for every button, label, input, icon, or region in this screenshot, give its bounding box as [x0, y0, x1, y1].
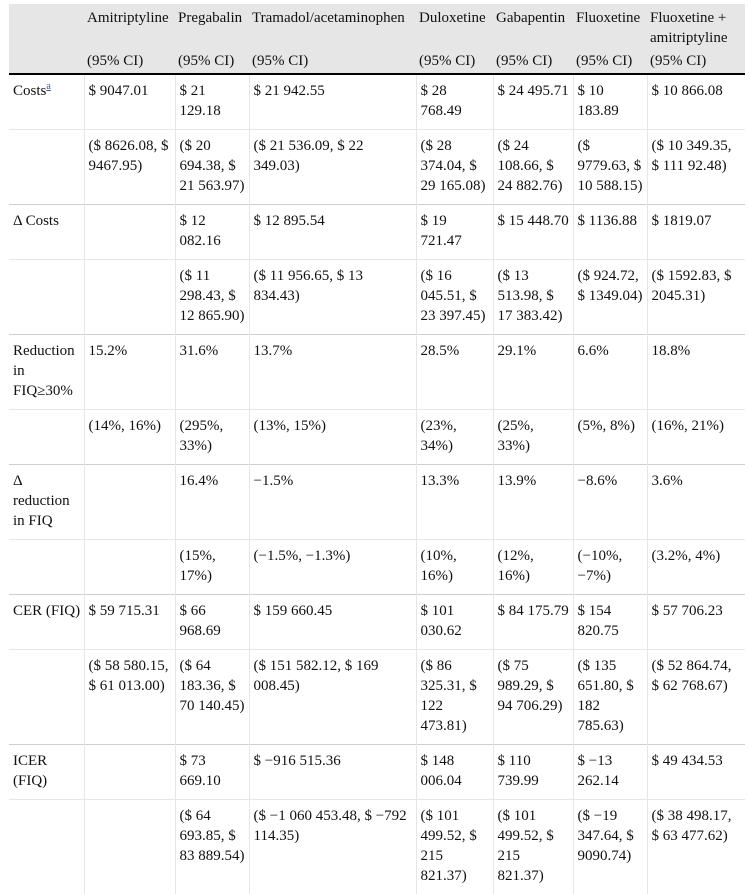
- cell-gabapentin: $ 15 448.70: [493, 205, 573, 260]
- cell-fluoxetine: 6.6%: [573, 335, 647, 410]
- cell-pregabalin: $ 73 669.10: [175, 745, 249, 800]
- row-label: [9, 540, 84, 595]
- cell-gabapentin: $ 24 495.71: [493, 74, 573, 130]
- cell-tramadol-acetaminophen: $ 21 942.55: [249, 74, 416, 130]
- cell-duloxetine: $ 148 006.04: [416, 745, 493, 800]
- cell-gabapentin: 29.1%: [493, 335, 573, 410]
- header-ci-fluoxetine: (95% CI): [573, 50, 647, 74]
- cell-tramadol-acetaminophen: ($ −1 060 453.48, $ −792 114.35): [249, 800, 416, 894]
- row-label: [9, 74, 84, 130]
- table-row: [9, 650, 745, 745]
- cell-pregabalin: (15%, 17%): [175, 540, 249, 595]
- cell-fluoxetine: ($ 135 651.80, $ 182 785.63): [573, 650, 647, 745]
- cell-fluoxetine-amitriptyline: $ 57 706.23: [647, 595, 745, 650]
- cell-amitriptyline: $ 59 715.31: [84, 595, 175, 650]
- cell-gabapentin: (25%, 33%): [493, 410, 573, 465]
- cell-amitriptyline: $ 9047.01: [84, 74, 175, 130]
- cell-fluoxetine: (5%, 8%): [573, 410, 647, 465]
- header-cell-tramadol-acetaminophen: Tramadol/acetaminophen: [249, 4, 416, 50]
- table-row: [9, 540, 745, 595]
- header-cell-gabapentin: Gabapentin: [493, 4, 573, 50]
- cell-duloxetine: $ 28 768.49: [416, 74, 493, 130]
- row-label: [9, 335, 84, 410]
- cell-fluoxetine: $ 154 820.75: [573, 595, 647, 650]
- cell-fluoxetine: −8.6%: [573, 465, 647, 540]
- header-cell-amitriptyline: Amitriptyline: [84, 4, 175, 50]
- cell-gabapentin: ($ 24 108.66, $ 24 882.76): [493, 130, 573, 205]
- cell-gabapentin: 13.9%: [493, 465, 573, 540]
- footnote-link[interactable]: a: [46, 81, 50, 92]
- cell-fluoxetine-amitriptyline: (3.2%, 4%): [647, 540, 745, 595]
- cell-duloxetine: ($ 86 325.31, $ 122 473.81): [416, 650, 493, 745]
- table-body: [9, 74, 745, 894]
- cell-fluoxetine: ($ −19 347.64, $ 9090.74): [573, 800, 647, 894]
- header-ci-duloxetine: (95% CI): [416, 50, 493, 74]
- cell-amitriptyline: ($ 8626.08, $ 9467.95): [84, 130, 175, 205]
- cell-tramadol-acetaminophen: −1.5%: [249, 465, 416, 540]
- row-label: [9, 260, 84, 335]
- cell-amitriptyline: [84, 745, 175, 800]
- cell-tramadol-acetaminophen: $ 12 895.54: [249, 205, 416, 260]
- cell-pregabalin: ($ 11 298.43, $ 12 865.90): [175, 260, 249, 335]
- cell-amitriptyline: ($ 58 580.15, $ 61 013.00): [84, 650, 175, 745]
- cell-fluoxetine-amitriptyline: 18.8%: [647, 335, 745, 410]
- row-label: [9, 745, 84, 800]
- row-label: [9, 650, 84, 745]
- header-cell-pregabalin: Pregabalin: [175, 4, 249, 50]
- cell-gabapentin: ($ 75 989.29, $ 94 706.29): [493, 650, 573, 745]
- cell-pregabalin: 31.6%: [175, 335, 249, 410]
- cell-fluoxetine: ($ 924.72, $ 1349.04): [573, 260, 647, 335]
- header-cell-duloxetine: Duloxetine: [416, 4, 493, 50]
- cell-duloxetine: (23%, 34%): [416, 410, 493, 465]
- cell-fluoxetine: $ 1136.88: [573, 205, 647, 260]
- cell-pregabalin: $ 12 082.16: [175, 205, 249, 260]
- row-label-text: Δ Costs: [13, 213, 59, 229]
- cell-fluoxetine-amitriptyline: ($ 38 498.17, $ 63 477.62): [647, 800, 745, 894]
- cell-fluoxetine-amitriptyline: ($ 52 864.74, $ 62 768.67): [647, 650, 745, 745]
- header-ci-pregabalin: (95% CI): [175, 50, 249, 74]
- cell-fluoxetine-amitriptyline: $ 49 434.53: [647, 745, 745, 800]
- cell-tramadol-acetaminophen: 13.7%: [249, 335, 416, 410]
- cell-duloxetine: 13.3%: [416, 465, 493, 540]
- header-ci-empty: [9, 50, 84, 74]
- cell-fluoxetine-amitriptyline: $ 1819.07: [647, 205, 745, 260]
- cell-fluoxetine-amitriptyline: 3.6%: [647, 465, 745, 540]
- cell-pregabalin: ($ 64 183.36, $ 70 140.45): [175, 650, 249, 745]
- cell-gabapentin: $ 110 739.99: [493, 745, 573, 800]
- cell-tramadol-acetaminophen: (13%, 15%): [249, 410, 416, 465]
- cell-amitriptyline: [84, 800, 175, 894]
- cell-duloxetine: ($ 16 045.51, $ 23 397.45): [416, 260, 493, 335]
- cell-tramadol-acetaminophen: (−1.5%, −1.3%): [249, 540, 416, 595]
- row-label: [9, 595, 84, 650]
- cell-pregabalin: (295%, 33%): [175, 410, 249, 465]
- cell-tramadol-acetaminophen: $ −916 515.36: [249, 745, 416, 800]
- cell-pregabalin: ($ 64 693.85, $ 83 889.54): [175, 800, 249, 894]
- table-row: [9, 465, 745, 540]
- cell-duloxetine: ($ 28 374.04, $ 29 165.08): [416, 130, 493, 205]
- header-cell-empty: [9, 4, 84, 50]
- cell-gabapentin: (12%, 16%): [493, 540, 573, 595]
- footnote-marker: [46, 81, 50, 92]
- row-label: [9, 800, 84, 894]
- header-ci-row: [9, 50, 745, 74]
- row-label: [9, 410, 84, 465]
- table-row: [9, 410, 745, 465]
- cell-gabapentin: ($ 13 513.98, $ 17 383.42): [493, 260, 573, 335]
- cell-fluoxetine: ($ 9779.63, $ 10 588.15): [573, 130, 647, 205]
- cell-pregabalin: $ 66 968.69: [175, 595, 249, 650]
- cell-amitriptyline: [84, 540, 175, 595]
- header-ci-amitriptyline: (95% CI): [84, 50, 175, 74]
- cell-fluoxetine-amitriptyline: ($ 1592.83, $ 2045.31): [647, 260, 745, 335]
- table-row: [9, 800, 745, 894]
- row-label-text: Reduction in FIQ≥30%: [13, 343, 75, 399]
- cell-amitriptyline: [84, 260, 175, 335]
- cell-tramadol-acetaminophen: ($ 11 956.65, $ 13 834.43): [249, 260, 416, 335]
- cell-pregabalin: $ 21 129.18: [175, 74, 249, 130]
- table-row: [9, 745, 745, 800]
- cell-duloxetine: ($ 101 499.52, $ 215 821.37): [416, 800, 493, 894]
- cell-duloxetine: 28.5%: [416, 335, 493, 410]
- cell-fluoxetine-amitriptyline: $ 10 866.08: [647, 74, 745, 130]
- cell-fluoxetine-amitriptyline: (16%, 21%): [647, 410, 745, 465]
- row-label-text: Δ reduction in FIQ: [13, 473, 70, 529]
- header-cell-fluoxetine: Fluoxetine: [573, 4, 647, 50]
- cell-tramadol-acetaminophen: ($ 151 582.12, $ 169 008.45): [249, 650, 416, 745]
- cell-amitriptyline: [84, 205, 175, 260]
- table-row: [9, 205, 745, 260]
- cell-fluoxetine: $ −13 262.14: [573, 745, 647, 800]
- table-header: [9, 4, 745, 74]
- row-label-text: CER (FIQ): [13, 603, 80, 619]
- table-row: [9, 260, 745, 335]
- cell-amitriptyline: [84, 465, 175, 540]
- row-label-text: Costs: [13, 83, 46, 99]
- cell-pregabalin: ($ 20 694.38, $ 21 563.97): [175, 130, 249, 205]
- header-ci-fluoxetine-amitriptyline: (95% CI): [647, 50, 745, 74]
- cell-amitriptyline: 15.2%: [84, 335, 175, 410]
- table-row: [9, 130, 745, 205]
- cell-tramadol-acetaminophen: ($ 21 536.09, $ 22 349.03): [249, 130, 416, 205]
- row-label: [9, 205, 84, 260]
- cell-duloxetine: (10%, 16%): [416, 540, 493, 595]
- cell-fluoxetine: $ 10 183.89: [573, 74, 647, 130]
- cell-pregabalin: 16.4%: [175, 465, 249, 540]
- table-row: [9, 74, 745, 130]
- cell-amitriptyline: (14%, 16%): [84, 410, 175, 465]
- results-table: [9, 4, 745, 894]
- header-row: [9, 4, 745, 50]
- cell-fluoxetine-amitriptyline: ($ 10 349.35, $ 111 92.48): [647, 130, 745, 205]
- cell-gabapentin: $ 84 175.79: [493, 595, 573, 650]
- row-label-text: ICER (FIQ): [13, 753, 47, 789]
- cell-duloxetine: $ 19 721.47: [416, 205, 493, 260]
- cell-duloxetine: $ 101 030.62: [416, 595, 493, 650]
- cell-gabapentin: ($ 101 499.52, $ 215 821.37): [493, 800, 573, 894]
- header-ci-gabapentin: (95% CI): [493, 50, 573, 74]
- cell-fluoxetine: (−10%, −7%): [573, 540, 647, 595]
- cell-tramadol-acetaminophen: $ 159 660.45: [249, 595, 416, 650]
- header-ci-tramadol-acetaminophen: (95% CI): [249, 50, 416, 74]
- row-label: [9, 130, 84, 205]
- table-row: [9, 335, 745, 410]
- table-row: [9, 595, 745, 650]
- row-label: [9, 465, 84, 540]
- header-cell-fluoxetine-amitriptyline: Fluoxetine + amitriptyline: [647, 4, 745, 50]
